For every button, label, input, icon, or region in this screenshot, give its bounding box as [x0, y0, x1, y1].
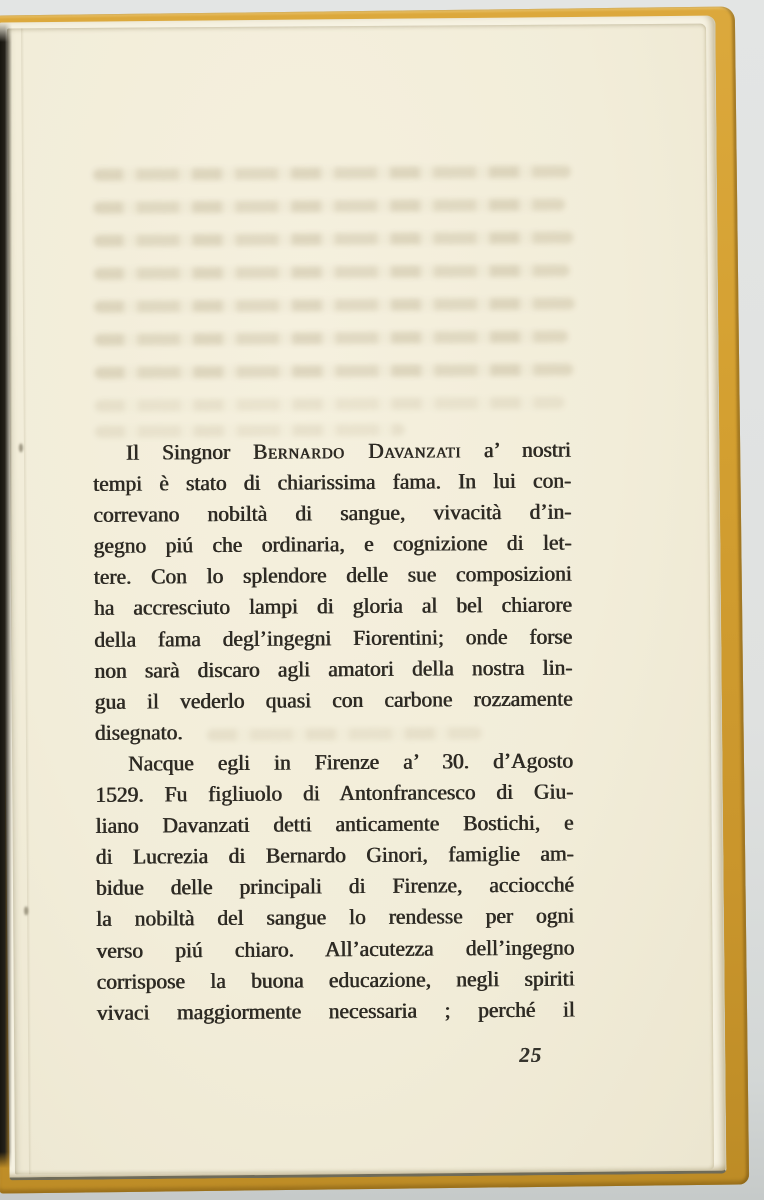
bleedthrough-line: [93, 232, 573, 247]
bleedthrough-line: [94, 297, 575, 312]
text-segment: ha accresciuto lampi di gloria al bel chiarore: [93, 592, 573, 621]
person-name-smallcaps: Bernardo Davanzati: [252, 438, 462, 464]
text-segment: Il Singnor: [125, 439, 254, 465]
text-line: [97, 963, 575, 997]
bleedthrough-line: [93, 166, 571, 181]
book-page: [7, 24, 714, 1175]
text-line: [96, 901, 574, 935]
bleedthrough-line: [94, 331, 568, 346]
text-segment: disegnato.: [94, 720, 183, 745]
text-line: [94, 652, 572, 686]
text-segment: tere. Con lo splendore delle sue composizioni: [93, 561, 572, 590]
text-segment: di Lucrezia di Bernardo Ginori, famiglie am-: [95, 841, 574, 870]
text-segment: tempi è stato di chiarissima fama. In lui con-: [93, 468, 572, 496]
text-line: [93, 497, 571, 531]
text-segment: bidue delle principali di Firenze, acciocché: [95, 872, 575, 901]
text-line: [94, 559, 572, 593]
text-segment: della fama degl’ingegni Fiorentini; onde forse: [94, 624, 573, 652]
text-segment: gegno piú che ordinaria, e cognizione di let-: [93, 530, 572, 559]
bleedthrough-line: [95, 397, 565, 412]
gutter-shadow: [0, 22, 12, 1168]
text-line: [96, 839, 574, 873]
text-line: [93, 466, 571, 500]
binding-speck: [24, 906, 28, 915]
binding-speck: [19, 443, 23, 452]
text-line: [93, 435, 571, 469]
text-segment: corrispose la buona educazione, negli spiriti: [96, 966, 575, 994]
text-segment: la nobiltà del sangue lo rendesse per ogni: [96, 903, 575, 932]
text-line: [95, 808, 573, 842]
text-line: [94, 590, 572, 624]
text-segment: verso piú chiaro. All’acutezza dell’ingegno: [96, 935, 575, 963]
paragraph: [95, 745, 575, 1028]
text-segment: vivaci maggiormente necessaria ; perché il: [96, 997, 575, 1025]
text-line: [95, 745, 573, 779]
text-segment: 1529. Fu figliuolo di Antonfrancesco di Giu-: [95, 779, 574, 807]
text-segment: liano Davanzati detti anticamente Bostichi, e: [95, 810, 574, 838]
text-segment: correvano nobiltà di sangue, vivacità d’in-: [93, 499, 572, 528]
text-segment: Nacque egli in Firenze a’ 30. d’Agosto: [128, 748, 574, 776]
text-line: [96, 932, 574, 966]
text-segment: gua il vederlo quasi con carbone rozzamente: [94, 686, 573, 714]
text-line: [95, 683, 573, 717]
text-segment: non sarà discaro agli amatori della nostra lin-: [94, 655, 573, 683]
text-line: [96, 870, 574, 904]
bleedthrough-line: [94, 364, 573, 379]
text-line: [94, 528, 572, 562]
page-number: 25: [519, 1042, 543, 1067]
paragraph: [93, 435, 573, 749]
text-segment: a’ nostri: [460, 437, 572, 463]
bleedthrough-line: [93, 199, 565, 214]
text-line: [95, 714, 573, 748]
text-line: [97, 994, 575, 1028]
bleedthrough-line: [94, 265, 570, 280]
text-block: [93, 435, 575, 1029]
text-line: [95, 777, 573, 811]
text-line: [94, 621, 572, 655]
